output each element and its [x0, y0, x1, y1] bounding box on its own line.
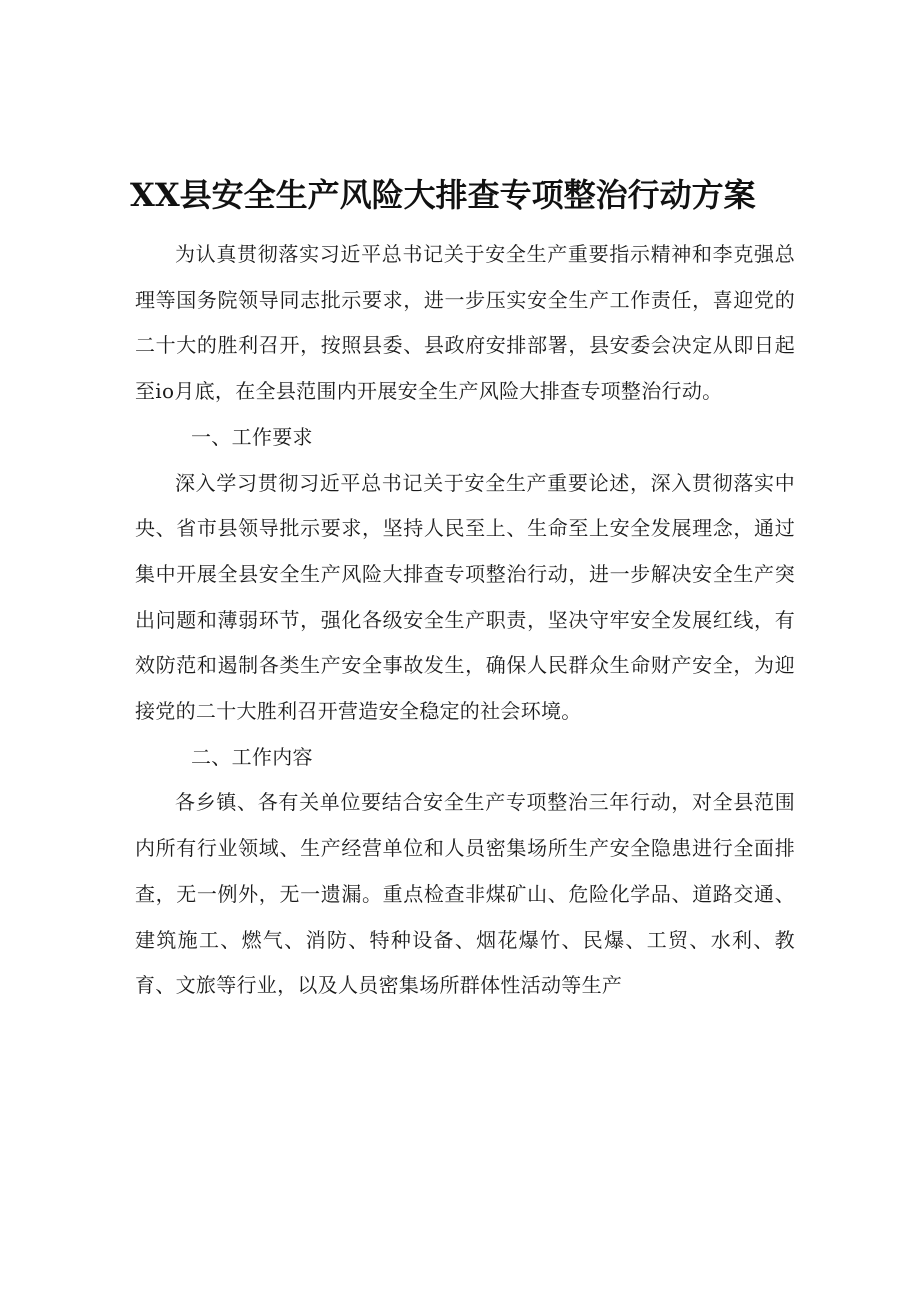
intro-paragraph: 为认真贯彻落实习近平总书记关于安全生产重要指示精神和李克强总理等国务院领导同志批示要求，进一步压实安全生产工作责任，喜迎党的二十大的胜利召开，按照县委、县政府安排部署，县安委会决定从即日起至io月底，在全县范围内开展安全生产风险大排查专项整治行动。	[135, 242, 795, 404]
document-title: XX县安全生产风险大排查专项整治行动方案	[130, 176, 756, 214]
section-body-work-content: 各乡镇、各有关单位要结合安全生产专项整治三年行动，对全县范围内所有行业领域、生产经营单位和人员密集场所生产安全隐患进行全面排查，无一例外，无一遗漏。重点检查非煤矿山、危险化学品、道路交通、建筑施工、燃气、消防、特种设备、烟花爆竹、民爆、工贸、水利、教育、文旅等行业，以及人员密集场所群体性活动等生产	[135, 790, 795, 998]
section-heading-work-content: 二、工作内容	[191, 744, 313, 769]
section-heading-work-requirements: 一、工作要求	[191, 424, 313, 449]
document-body	[135, 232, 795, 1009]
section-body-work-requirements: 深入学习贯彻习近平总书记关于安全生产重要论述，深入贯彻落实中央、省市县领导批示要求，坚持人民至上、生命至上安全发展理念，通过集中开展全县安全生产风险大排查专项整治行动，进一步解决安全生产突出问题和薄弱环节，强化各级安全生产职责，坚决守牢安全发展红线，有效防范和遏制各类生产安全事故发生，确保人民群众生命财产安全，为迎接党的二十大胜利召开营造安全稳定的社会环境。	[135, 470, 795, 724]
